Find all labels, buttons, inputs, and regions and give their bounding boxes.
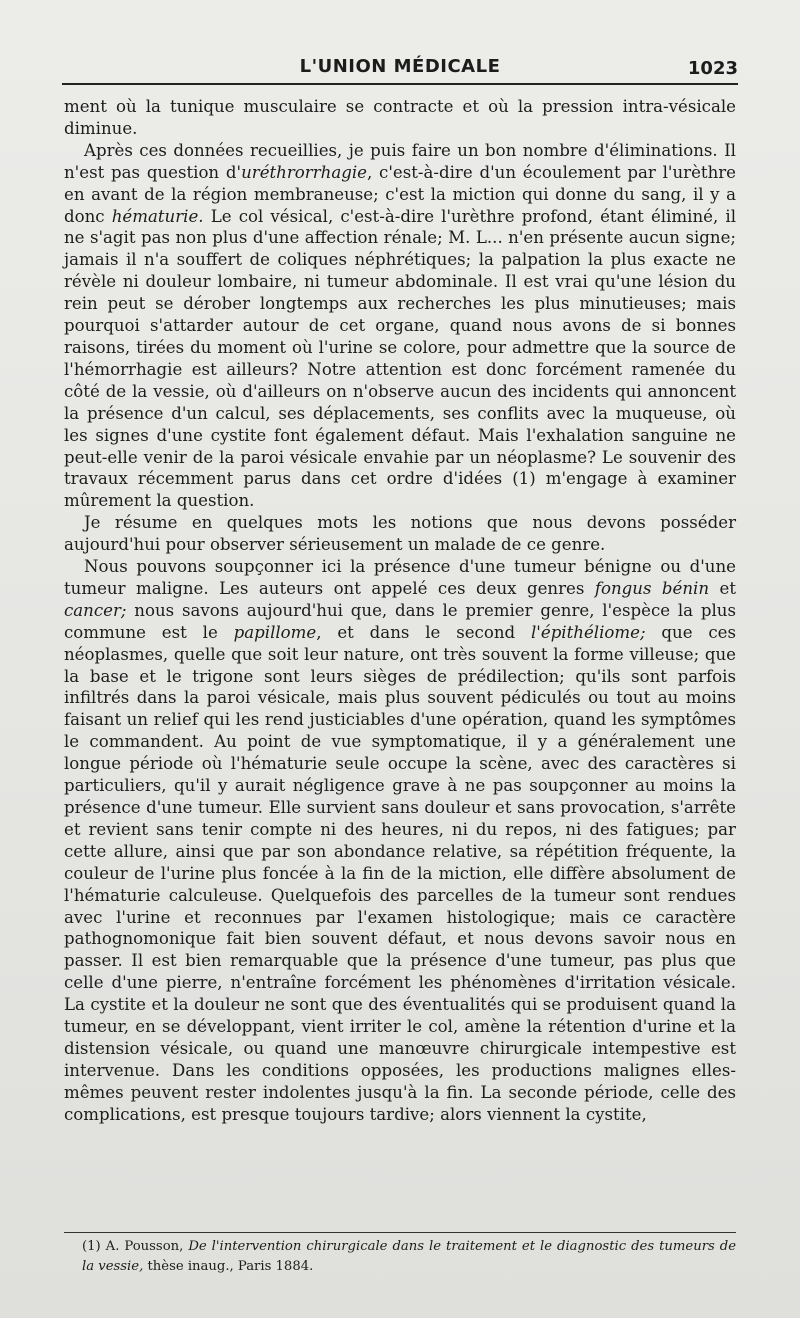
page-number: 1023 [687, 58, 738, 79]
italic-run: fongus bénin [594, 578, 710, 598]
footnote-rule [64, 1232, 736, 1233]
text-run: Le col vésical, c'est-à-dire l'urèthre profond, étant éliminé, il ne s'agit pas non plus d'une affection rénale; M. L... n'en présente aucun signe; jamais il n'a souffert de coliques néphrétiques; la palpation la plus exacte ne révèle ni douleur lombaire, ni tumeur abdominale. Il est vrai qu'une lésion du rein peut se dérober longtemps aux recherches les plus minutieuses; mais pourquoi s'attarder autour de cet organe, quand nous avons de si bonnes raisons, tirées du moment où l'urine se colore, pour admettre que la source de l'hémorrhagie est ailleurs? Notre attention est donc forcément ramenée du côté de la vessie, où d'ailleurs on n'observe aucun des incidents qui annoncent la présence d'un calcul, ses déplacements, ses conflits avec la muqueuse, où les signes d'une cystite font également défaut. Mais l'exhalation sanguine ne peut-elle venir de la paroi vésicale envahie par un néoplasme? Le souvenir des travaux récemment parus dans cet ordre d'idées (1) m'engage à examiner mûrement la question. [64, 206, 737, 511]
footnote-text [64, 1237, 736, 1277]
text-run: , et dans le second [316, 622, 531, 642]
text-run: thèse inaug., Paris 1884. [143, 1259, 314, 1274]
page-header [62, 52, 738, 82]
header-rule [62, 83, 738, 85]
text-run: Je résume en quelques mots les notions que nous devons posséder aujourd'hui pour observer sérieusement un malade de ce genre. [64, 513, 736, 555]
paragraph [64, 512, 736, 556]
italic-run: uréthrorrhagie [241, 162, 367, 182]
text-run: Nous pouvons soupçonner ici la présence d'une tumeur bénigne ou d'une tumeur maligne. Les auteurs ont appelé ces deux genres [64, 557, 736, 598]
text-run: que ces néoplasmes, quelle que soit leur nature, ont très souvent la forme villeuse; que la base et le trigone sont leurs sièges de prédilection; qu'ils sont parfois infiltrés dans la paroi vésicale, mais plus souvent pédiculés ou tout au moins faisant un relief qui les rend justiciables d'une opération, quand les symptômes le commandent. Au point de vue symptomatique, il y a généralement une longue période où l'hématurie seule occupe la scène, avec des caractères si particuliers, qu'il y aurait négligence grave à ne pas soupçonner au moins la présence d'une tumeur. Elle survient sans douleur et sans provocation, s'arrête et revient sans tenir compte ni des heures, ni du repos, ni des fatigues; par cette allure, ainsi que par son abondance relative, sa répétition fréquente, la couleur de l'urine plus foncée à la fin de la miction, elle diffère absolument de l'hématurie calculeuse. Quelquefois des parcelles de la tumeur sont rendues avec l'urine et reconnues par l'examen histologique; mais ce caractère pathognomonique fait bien souvent défaut, et nous devons savoir nous en passer. Il est bien remarquable que la présence d'une tumeur, pas plus que celle d'une pierre, n'entraîne forcément les phénomènes d'irritation vésicale. La cystite et la douleur ne sont que des éventualités qui se produisent quand la tumeur, en se développant, vient irriter le col, amène la rétention d'urine et la distension vésicale, ou quand une manœuvre chirurgicale intempestive est intervenue. Dans les conditions opposées, les productions malignes elles-mêmes peuvent rester indolentes jusqu'à la fin. La seconde période, celle des complications, est presque toujours tardive; alors viennent la cystite, [64, 622, 736, 1124]
text-run: nous savons aujourd'hui que, dans le premier genre, l'espèce la plus commune est le [64, 600, 736, 642]
body-text [64, 96, 736, 1126]
paragraph [64, 556, 736, 1126]
text-run: et [709, 578, 737, 598]
text-run: (1) A. Pousson, [82, 1239, 189, 1254]
footnote [64, 1237, 736, 1277]
text-run: Après ces données recueillies, je puis faire un bon nombre d'éliminations. Il n'est pas question d' [64, 140, 736, 182]
paragraph [64, 96, 736, 140]
italic-run: papillome [233, 622, 317, 642]
paragraph [64, 140, 736, 512]
italic-run: l'épithéliome; [531, 622, 646, 642]
italic-run: hématurie. [111, 206, 204, 226]
text-run: ment où la tunique musculaire se contracte et où la pression intra-vésicale diminue. [64, 97, 736, 138]
italic-run: De l'intervention chirurgicale dans le traitement et le diagnostic des tumeurs de la vessie, [82, 1239, 736, 1274]
italic-run: cancer; [64, 600, 127, 620]
running-title: L'UNION MÉDICALE [299, 56, 501, 77]
text-run: , c'est-à-dire d'un écoulement par l'urèthre en avant de la région membraneuse; c'est la miction qui donne du sang, il y a donc [64, 162, 737, 226]
